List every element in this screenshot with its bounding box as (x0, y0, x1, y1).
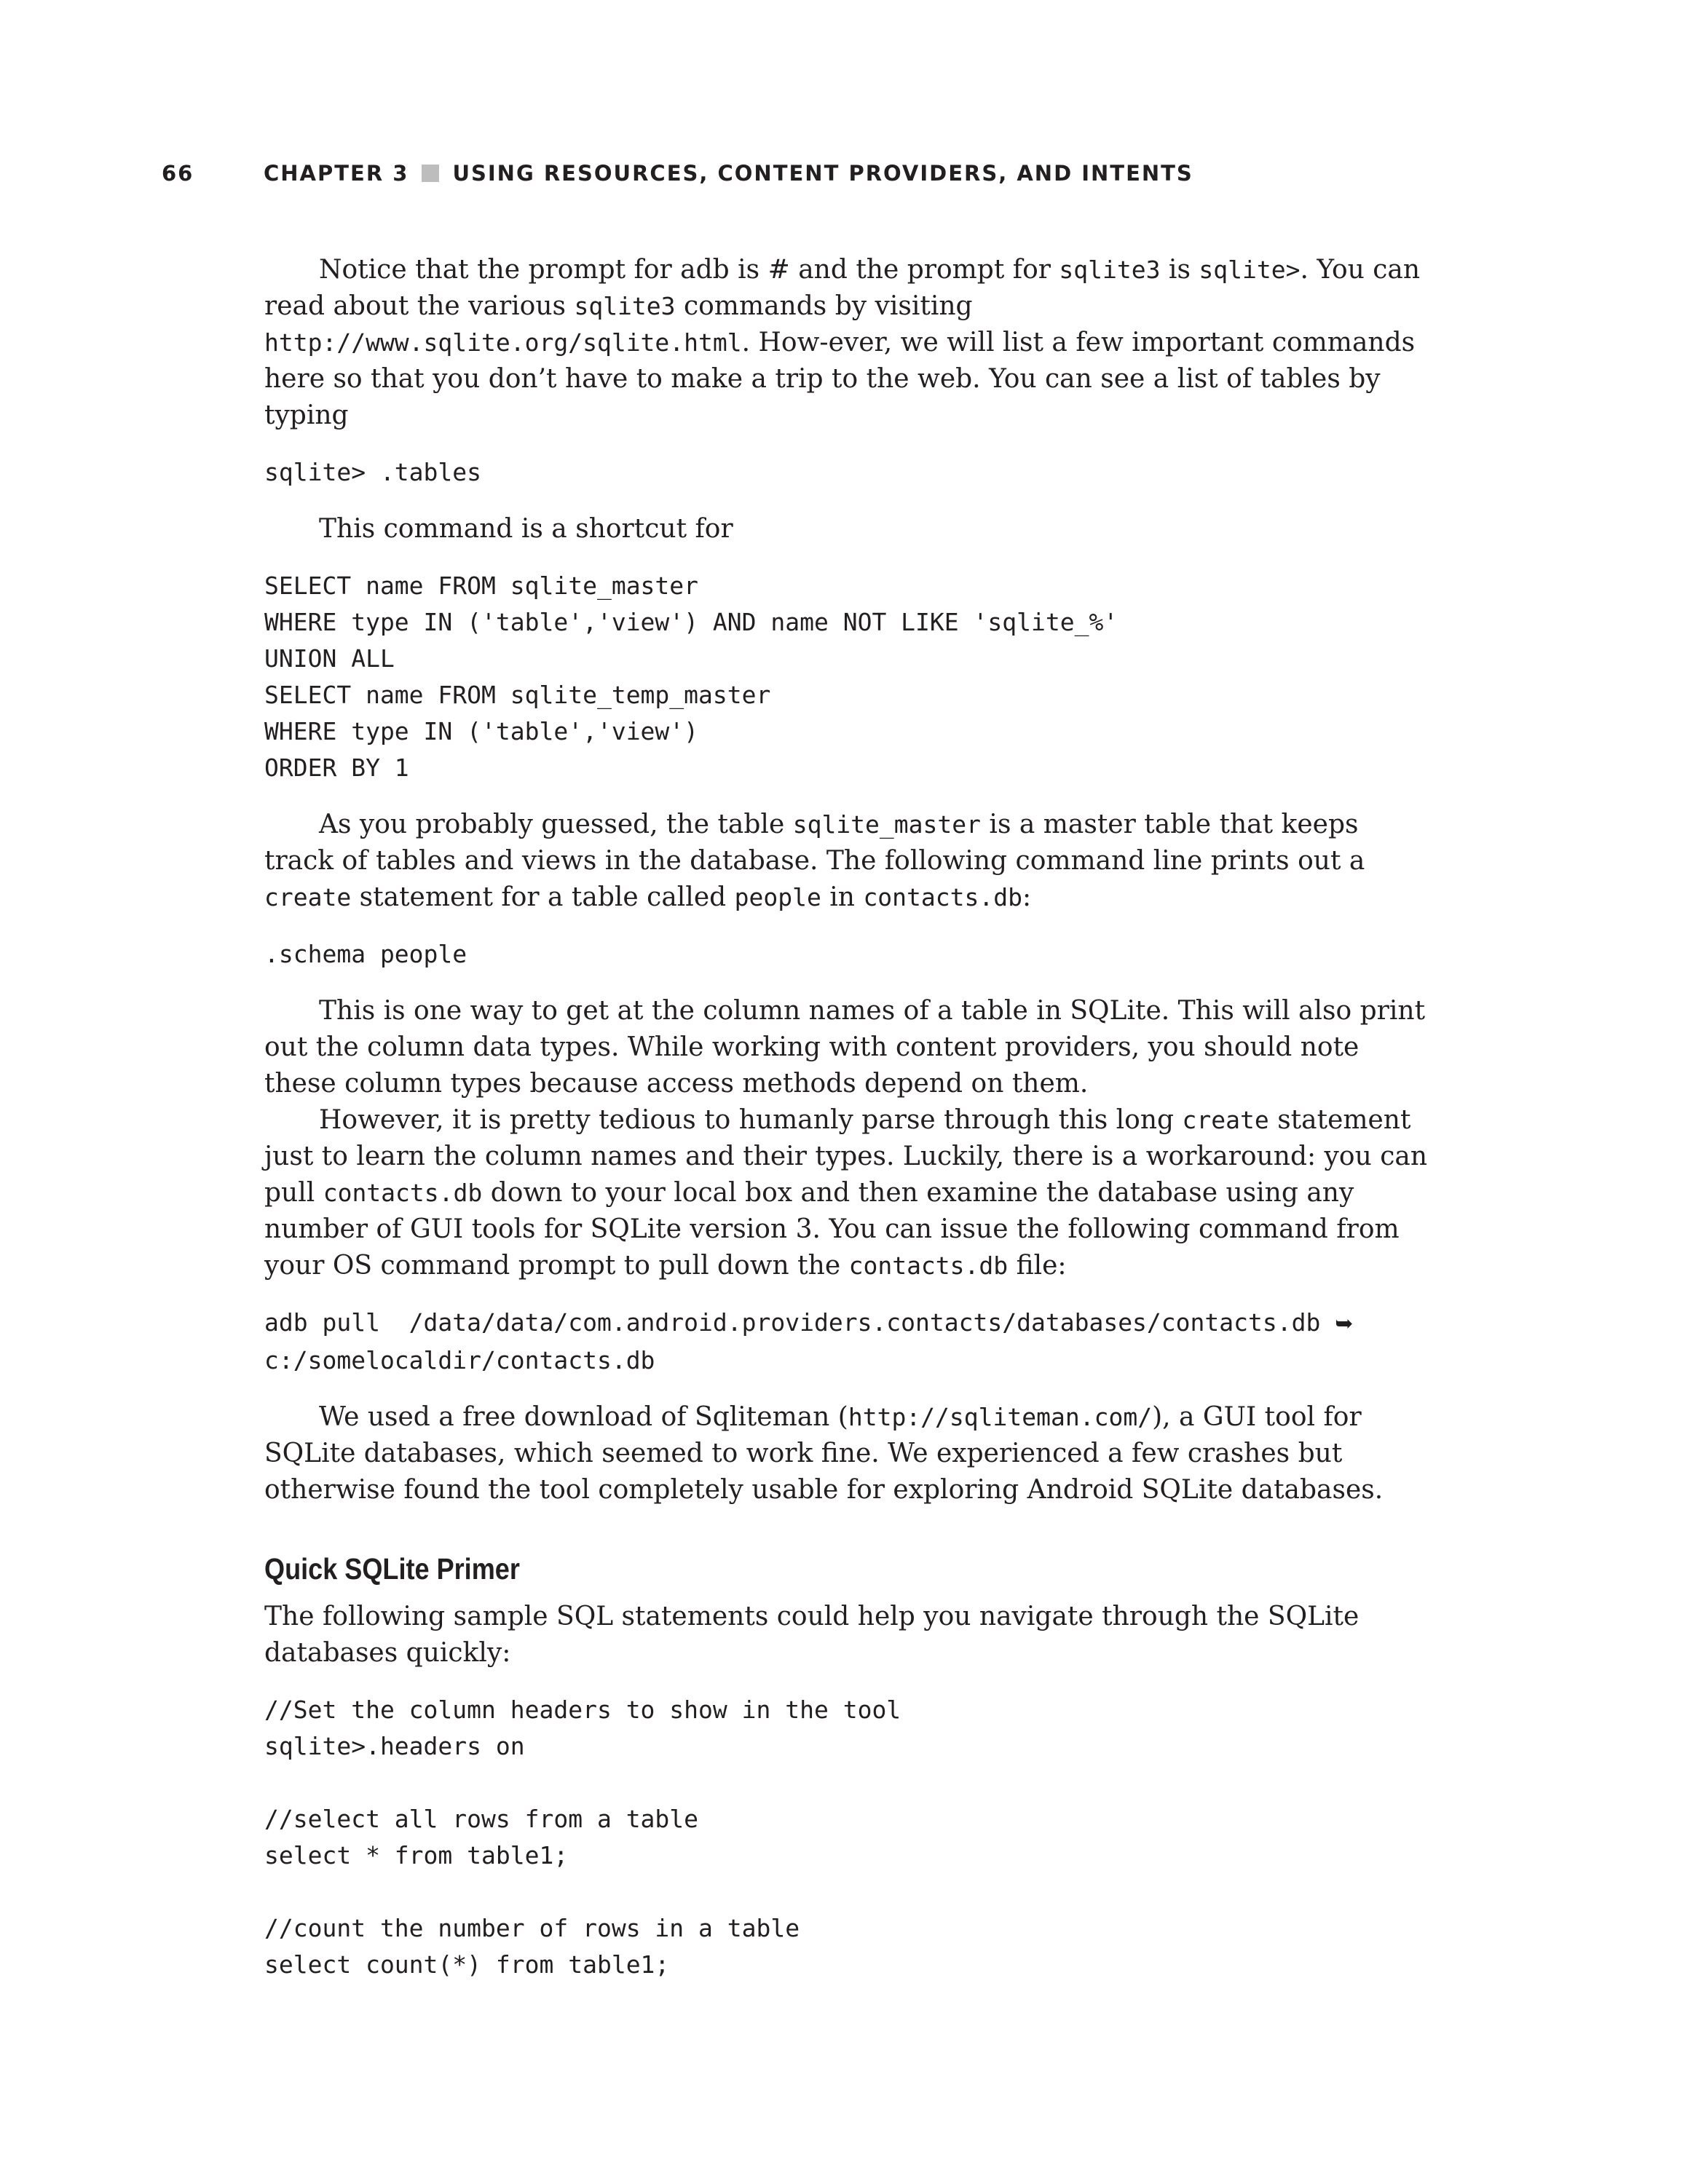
inline-code: contacts.db (863, 883, 1022, 911)
chapter-heading (264, 159, 1193, 188)
chapter-label: CHAPTER 3 (264, 161, 409, 186)
text-run: We used a free download of Sqliteman ( (319, 1402, 848, 1432)
code-block-adb-pull (264, 1305, 1435, 1379)
paragraph-sqliteman (264, 1399, 1435, 1508)
separator-square-icon (422, 165, 439, 182)
paragraph-adb-prompt (264, 252, 1435, 434)
page-body (264, 252, 1435, 1983)
text-run: . You can read about the various (264, 255, 1421, 321)
text-run: statement just to learn the column names and their types. Luckily, there is a workaround: you can pull (264, 1105, 1428, 1208)
code-line: c:/somelocaldir/contacts.db (264, 1346, 655, 1374)
section-heading: Quick SQLite Primer (264, 1552, 520, 1586)
text-run: ), a GUI tool for SQLite databases, which seemed to work fine. We experienced a few crashes but otherwise found the tool completely usable for exploring Android SQLite databases. (264, 1402, 1384, 1505)
inline-code: contacts.db (323, 1179, 483, 1207)
text-run: As you probably guessed, the table (319, 810, 793, 839)
inline-code: sqlite3 (1059, 256, 1161, 284)
text-run: : (1022, 882, 1032, 912)
text-run: is (1160, 255, 1199, 285)
code-block-schema: .schema people (264, 940, 467, 968)
paragraph-sqlite-master (264, 807, 1435, 916)
text-run: commands by visiting (675, 291, 973, 321)
inline-code: sqlite> (1199, 256, 1301, 284)
inline-code-url: http://sqliteman.com/ (848, 1403, 1153, 1431)
chapter-title: USING RESOURCES, CONTENT PROVIDERS, AND INTENTS (452, 161, 1193, 186)
text-run: statement for a table called (351, 882, 735, 912)
inline-code: create (1182, 1106, 1269, 1134)
inline-code-url: http://www.sqlite.org/sqlite.html (264, 328, 742, 357)
inline-code: create (264, 883, 352, 911)
inline-code: people (734, 883, 821, 911)
text-run: is a master table that keeps track of tables and views in the database. The following command line prints out a (264, 810, 1365, 876)
inline-code: sqlite_master (792, 810, 981, 839)
text-run: Notice that the prompt for adb is # and the prompt for (319, 255, 1059, 285)
text-run: However, it is pretty tedious to humanly parse through this long (319, 1105, 1183, 1135)
code-block-tables: sqlite> .tables (264, 458, 482, 486)
paragraph-sample-sql: The following sample SQL statements could help you navigate through the SQLite databases quickly: (264, 1602, 1359, 1668)
code-line: adb pull /data/data/com.android.providers.contacts/databases/contacts.db (264, 1308, 1335, 1337)
inline-code: contacts.db (848, 1251, 1009, 1280)
text-run: . How-ever, we will list a few important commands here so that you don’t have to make a trip to the web. You can see a list of tables by typing (264, 328, 1416, 430)
code-block-samples: //Set the column headers to show in the tool sqlite>.headers on //select all rows from a table select * from table1; //count the number of rows in a table select count(*) from table1; (264, 1696, 901, 1979)
page-number: 66 (162, 161, 194, 186)
running-header (162, 159, 1545, 188)
text-run: down to your local box and then examine the database using any number of GUI tools for SQLite version 3. You can issue the following command from your OS command prompt to pull down the (264, 1178, 1400, 1281)
paragraph-column-names: This is one way to get at the column names of a table in SQLite. This will also print out the column data types. While working with content providers, you should note these column types because access methods depend on them. (264, 996, 1426, 1099)
code-block-select: SELECT name FROM sqlite_master WHERE type IN ('table','view') AND name NOT LIKE 'sqlite_%' UNION ALL SELECT name FROM sqlite_temp_master WHERE type IN ('table','view') ORDER BY 1 (264, 571, 1118, 782)
inline-code: sqlite3 (574, 292, 676, 320)
paragraph-shortcut: This command is a shortcut for (319, 514, 733, 544)
line-continuation-arrow-icon: ➥ (1335, 1311, 1354, 1337)
text-run: in (821, 882, 864, 912)
paragraph-pull-db (264, 1102, 1435, 1284)
text-run: file: (1008, 1251, 1067, 1281)
